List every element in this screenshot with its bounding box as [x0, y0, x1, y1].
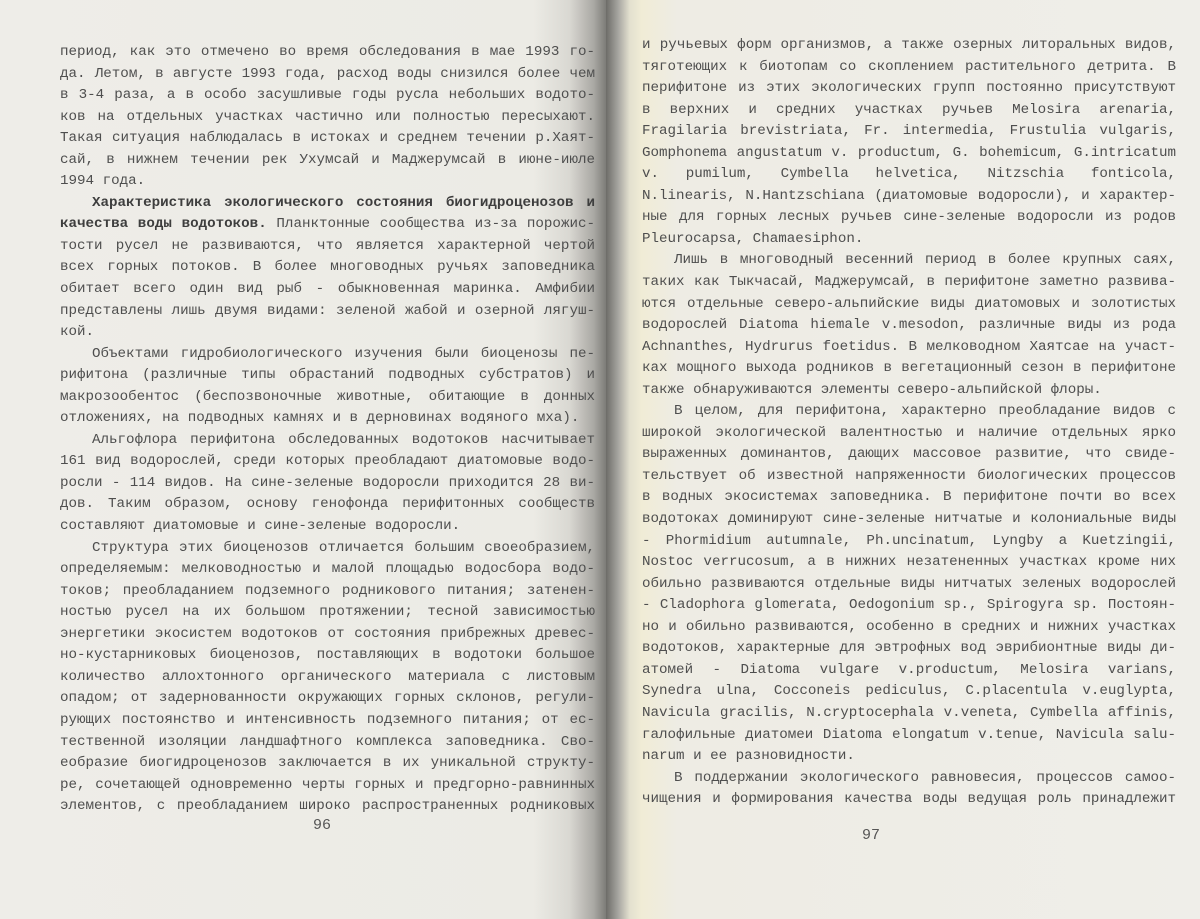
- line-text: выраженных доминантов, дающих массовое развитие, что свиде-: [642, 446, 1176, 463]
- line-text: Объектами гидробиологического изучения были биоценозы пе-: [92, 345, 595, 362]
- text-line: [60, 732, 595, 754]
- bold-heading: Характеристика экологического состояния биогидроценозов и: [92, 194, 595, 211]
- text-line: [642, 552, 1176, 574]
- line-text: ные для горных лесных ручьев сине-зеленые водоросли из родов: [642, 209, 1176, 226]
- text-line: [60, 344, 595, 366]
- bold-heading: качества воды водотоков.: [60, 216, 267, 233]
- line-text: ках мощного выхода родников в вегетационный сезон в перифитоне: [642, 360, 1176, 377]
- text-line: [60, 365, 595, 387]
- line-text: Такая ситуация наблюдалась в истоках и среднем течении р.Хаят-: [60, 130, 595, 147]
- line-text: - Cladophora glomerata, Oedogonium sp., Spirogyra sp. Постоян-: [642, 597, 1176, 614]
- text-line: [60, 85, 595, 107]
- line-text: обильно развиваются отдельные виды нитчатых зеленых водорослей: [642, 575, 1176, 592]
- text-line: [642, 380, 1176, 402]
- line-text: период, как это отмечено во время обследования в мае 1993 го-: [60, 44, 595, 60]
- line-text: тости русел не развиваются, что является характерной чертой: [60, 237, 595, 254]
- line-text: тяготеющих к биотопам со скоплением растительного детрита. В: [642, 58, 1176, 75]
- text-line: [642, 789, 1176, 811]
- line-text: атомей - Diatoma vulgare v.productum, Melosira varians,: [642, 661, 1176, 678]
- text-line: [642, 272, 1176, 294]
- line-text: количество аллохтонного органического материала с листовым: [60, 668, 595, 685]
- text-line: [60, 624, 595, 646]
- heading-line: [60, 214, 595, 236]
- line-text: Альгофлора перифитона обследованных водотоков насчитывает: [92, 431, 595, 448]
- text-line: [642, 401, 1176, 423]
- line-text: широкой экологической валентностью и наличие отдельных ярко: [642, 424, 1176, 441]
- line-text: составляют диатомовые и сине-зеленые водоросли.: [60, 518, 461, 535]
- text-line: [642, 35, 1176, 57]
- line-text: в водных экосистемах заповедника. В перифитоне почти во всех: [642, 489, 1176, 506]
- line-text: энергетики экосистем водотоков от состояния прибрежных древес-: [60, 625, 595, 642]
- text-line: [642, 100, 1176, 122]
- line-text: ков на отдельных участках частично или полностью пересыхают.: [60, 108, 595, 125]
- text-line: [60, 451, 595, 473]
- text-line: [60, 171, 595, 193]
- text-line: [642, 703, 1176, 725]
- text-line: [642, 143, 1176, 165]
- line-text: 161 вид водорослей, среди которых преобладают диатомовые водо-: [60, 453, 595, 470]
- text-line: [642, 78, 1176, 100]
- line-text: Achnanthes, Hydrurus foetidus. В мелководном Хаятсае на участ-: [642, 338, 1176, 355]
- text-line: [60, 494, 595, 516]
- line-text: Nostoc verrucosum, а в нижних незатененных участках кроме них: [642, 554, 1176, 571]
- text-line: [642, 337, 1176, 359]
- line-text: еобразие биогидроценозов заключается в их уникальной структу-: [60, 755, 595, 772]
- line-text: В поддержании экологического равновесия, процессов самоо-: [674, 769, 1176, 786]
- text-line: [642, 315, 1176, 337]
- text-line: [60, 107, 595, 129]
- text-line: [60, 473, 595, 495]
- text-line: [60, 667, 595, 689]
- line-text: тественной изоляции ландшафтного комплекса заповедника. Сво-: [60, 733, 595, 750]
- line-text: перифитоне из этих экологических групп постоянно присутствуют: [642, 80, 1176, 97]
- line-text: рующих постоянство и интенсивность подземного питания; от ес-: [60, 711, 595, 728]
- text-line: [642, 509, 1176, 531]
- line-text: макрозообентос (беспозвоночные животные, обитающие в донных: [60, 388, 595, 405]
- text-line: [60, 408, 595, 430]
- line-text: Pleurocapsa, Chamaesiphon.: [642, 230, 864, 247]
- line-text: 1994 года.: [60, 173, 146, 190]
- text-line: [642, 164, 1176, 186]
- line-text: и ручьевых форм организмов, а также озерных литоральных видов,: [642, 37, 1176, 53]
- left-page-text: [60, 42, 595, 818]
- text-line: [60, 150, 595, 172]
- text-line: [642, 423, 1176, 445]
- line-text: N.linearis, N.Hantzschiana (диатомовые водоросли), и характер-: [642, 187, 1176, 204]
- text-line: [642, 294, 1176, 316]
- text-line: [642, 768, 1176, 790]
- right-page-text: [642, 35, 1176, 811]
- line-text: v. pumilum, Cymbella helvetica, Nitzschia fonticola,: [642, 166, 1176, 183]
- line-text: Fragilaria brevistriata, Fr. intermedia, Frustulia vulgaris,: [642, 123, 1176, 140]
- page-number: 97: [862, 827, 881, 844]
- text-line: [642, 595, 1176, 617]
- text-line: [642, 121, 1176, 143]
- text-line: [60, 602, 595, 624]
- text-line: [60, 645, 595, 667]
- text-line: [642, 531, 1176, 553]
- line-text: Synedra ulna, Cocconeis pediculus, C.placentula v.euglypta,: [642, 683, 1176, 700]
- page-number: 96: [313, 817, 332, 834]
- line-text: Navicula gracilis, N.cryptocephala v.veneta, Cymbella affinis,: [642, 704, 1176, 721]
- line-text: обитает всего один вид рыб - обыкновенная маринка. Амфибии: [60, 281, 595, 298]
- text-line: [60, 322, 595, 344]
- line-text: водотоков, характерные для эвтрофных вод эврибионтные виды ди-: [642, 640, 1176, 657]
- text-line: [60, 796, 595, 818]
- line-text: токов; преобладанием подземного родникового питания; затенен-: [60, 582, 595, 599]
- text-line: [60, 42, 595, 64]
- line-text: ются отдельные северо-альпийские виды диатомовых и золотистых: [642, 295, 1176, 312]
- line-text: галофильные диатомеи Diatoma elongatum v.tenue, Navicula salu-: [642, 726, 1176, 743]
- text-line: [642, 638, 1176, 660]
- text-line: [642, 207, 1176, 229]
- line-text: кой.: [60, 324, 95, 341]
- line-text: рифитона (различные типы обрастаний подводных субстратов) и: [60, 367, 595, 384]
- text-line: [60, 430, 595, 452]
- line-text: элементов, с преобладанием широко распространенных родниковых: [60, 798, 595, 815]
- line-text: чищения и формирования качества воды ведущая роль принадлежит: [642, 791, 1176, 808]
- line-text: тельствует об известной напряженности биологических процессов: [642, 467, 1176, 484]
- line-text: да. Летом, в августе 1993 года, расход воды снизился более чем: [60, 65, 595, 82]
- line-text: но-кустарниковых биоценозов, поставляющих в водотоки большое: [60, 647, 595, 664]
- text-line: [642, 725, 1176, 747]
- text-line: [642, 186, 1176, 208]
- text-line: [642, 574, 1176, 596]
- line-text: но и обильно развиваются, особенно в средних и нижних участках: [642, 618, 1176, 635]
- text-line: [60, 257, 595, 279]
- line-text: Лишь в многоводный весенний период в более крупных саях,: [674, 252, 1176, 269]
- text-line: [642, 681, 1176, 703]
- text-line: [60, 753, 595, 775]
- line-text: В целом, для перифитона, характерно преобладание видов с: [674, 403, 1176, 420]
- text-line: [642, 466, 1176, 488]
- line-text: narum и ее разновидности.: [642, 748, 855, 765]
- line-text: представлены лишь двумя видами: зеленой жабой и озерной лягуш-: [60, 302, 595, 319]
- line-text: определяемым: мелководностью и малой площадью водосбора водо-: [60, 561, 595, 578]
- line-text: Планктонные сообщества из-за порожис-: [266, 216, 595, 233]
- line-text: - Phormidium autumnale, Ph.uncinatum, Lyngby a Kuetzingii,: [642, 532, 1176, 549]
- line-text: всех горных потоков. В более многоводных ручьях заповедника: [60, 259, 595, 276]
- text-line: [60, 236, 595, 258]
- line-text: росли - 114 видов. На сине-зеленые водоросли приходится 28 ви-: [60, 474, 595, 491]
- text-line: [642, 746, 1176, 768]
- line-text: также обнаруживаются элементы северо-альпийской флоры.: [642, 381, 1102, 398]
- line-text: отложениях, на подводных камнях и в дерновинах водяного мха).: [60, 410, 580, 427]
- text-line: [60, 559, 595, 581]
- text-line: [60, 775, 595, 797]
- text-line: [60, 64, 595, 86]
- text-line: [60, 279, 595, 301]
- text-line: [642, 660, 1176, 682]
- text-line: [642, 358, 1176, 380]
- text-line: [60, 387, 595, 409]
- line-text: Gomphonema angustatum v. productum, G. bohemicum, G.intricatum: [642, 144, 1176, 161]
- line-text: водотоках доминируют сине-зеленые нитчатые и колониальные виды: [642, 511, 1176, 528]
- text-line: [60, 301, 595, 323]
- text-line: [60, 516, 595, 538]
- line-text: в 3-4 раза, а в особо засушливые годы русла небольших водото-: [60, 87, 595, 104]
- line-text: ностью русел на их большом протяжении; тесной зависимостью: [60, 604, 595, 621]
- text-line: [60, 688, 595, 710]
- text-line: [60, 128, 595, 150]
- heading-line: [60, 193, 595, 215]
- line-text: Структура этих биоценозов отличается большим своеобразием,: [92, 539, 595, 556]
- text-line: [60, 710, 595, 732]
- text-line: [642, 229, 1176, 251]
- text-line: [642, 250, 1176, 272]
- line-text: сай, в нижнем течении рек Ухумсай и Маджерумсай в июне-июле: [60, 151, 595, 168]
- text-line: [642, 617, 1176, 639]
- line-text: в верхних и средних участках ручьев Melosira arenaria,: [642, 101, 1176, 118]
- text-line: [642, 444, 1176, 466]
- right-page: [606, 0, 1200, 919]
- text-line: [60, 581, 595, 603]
- line-text: ре, сочетающей одновременно черты горных и предгорно-равнинных: [60, 776, 595, 793]
- line-text: таких как Тыкчасай, Маджерумсай, в перифитоне заметно развива-: [642, 274, 1176, 291]
- line-text: дов. Таким образом, основу генофонда перифитонных сообществ: [60, 496, 595, 513]
- line-text: водорослей Diatoma hiemale v.mesodon, различные виды из рода: [642, 317, 1176, 334]
- text-line: [642, 487, 1176, 509]
- line-text: опадом; от задернованности окружающих горных склонов, регули-: [60, 690, 595, 707]
- text-line: [642, 57, 1176, 79]
- text-line: [60, 538, 595, 560]
